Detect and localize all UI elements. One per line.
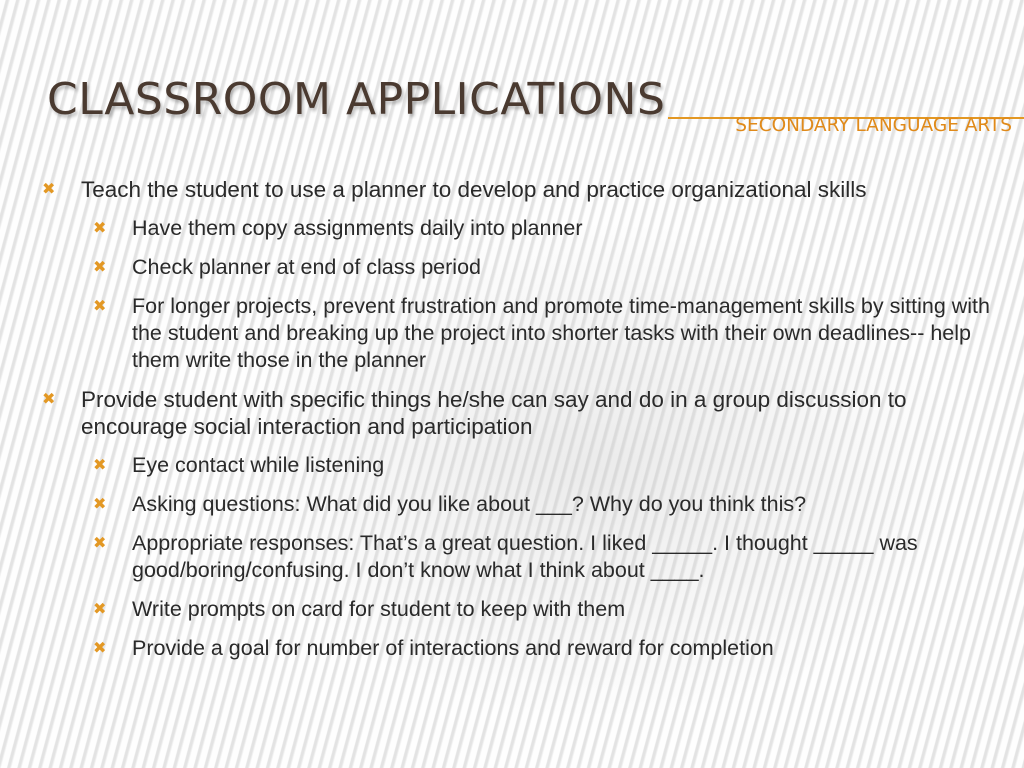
bullet-text: Teach the student to use a planner to develop and practice organizational skills — [81, 177, 867, 202]
sub-bullet — [93, 596, 1002, 623]
x-mark-icon: ✖ — [93, 535, 107, 552]
x-mark-icon: ✖ — [93, 457, 107, 474]
x-mark-icon: ✖ — [93, 220, 107, 237]
x-mark-icon: ✖ — [93, 496, 107, 513]
sub-bullet — [93, 254, 1002, 281]
sub-list-planner — [42, 215, 1002, 374]
sub-bullet-text: Asking questions: What did you like about ___? Why do you think this? — [132, 492, 807, 516]
x-mark-icon: ✖ — [42, 181, 56, 198]
sub-bullet — [93, 635, 1002, 662]
slide-subtitle: SECONDARY LANGUAGE ARTS — [735, 115, 1012, 136]
bullet-text: Provide student with specific things he/she can say and do in a group discussion to encourage social interaction and participation — [81, 387, 907, 439]
x-mark-icon: ✖ — [93, 298, 107, 315]
x-mark-icon: ✖ — [93, 259, 107, 276]
x-mark-icon: ✖ — [42, 391, 56, 408]
sub-bullet-text: For longer projects, prevent frustration and promote time-management skills by sitting with the student and breaking up the project into shorter tasks with their own deadlines-- help them write those in the planner — [132, 294, 990, 372]
sub-bullet-text: Write prompts on card for student to keep with them — [132, 597, 626, 621]
bullet-planner — [42, 176, 1002, 203]
sub-bullet — [93, 452, 1002, 479]
sub-bullet-text: Have them copy assignments daily into planner — [132, 216, 583, 240]
content-area — [42, 176, 1002, 662]
sub-bullet-text: Check planner at end of class period — [132, 255, 481, 279]
x-mark-icon: ✖ — [93, 640, 107, 657]
x-mark-icon: ✖ — [93, 601, 107, 618]
sub-bullet — [93, 293, 1002, 374]
sub-bullet — [93, 530, 1002, 584]
sub-bullet-text: Eye contact while listening — [132, 453, 385, 477]
sub-list-discussion — [42, 452, 1002, 662]
slide-title: CLASSROOM APPLICATIONS — [47, 74, 666, 125]
sub-bullet — [93, 491, 1002, 518]
sub-bullet-text: Provide a goal for number of interactions and reward for completion — [132, 636, 774, 660]
sub-bullet — [93, 215, 1002, 242]
sub-bullet-text: Appropriate responses: That’s a great question. I liked _____. I thought _____ was good/boring/confusing. I don’t know what I think about ____. — [132, 531, 918, 582]
bullet-list — [42, 176, 1002, 662]
bullet-discussion — [42, 386, 1002, 440]
